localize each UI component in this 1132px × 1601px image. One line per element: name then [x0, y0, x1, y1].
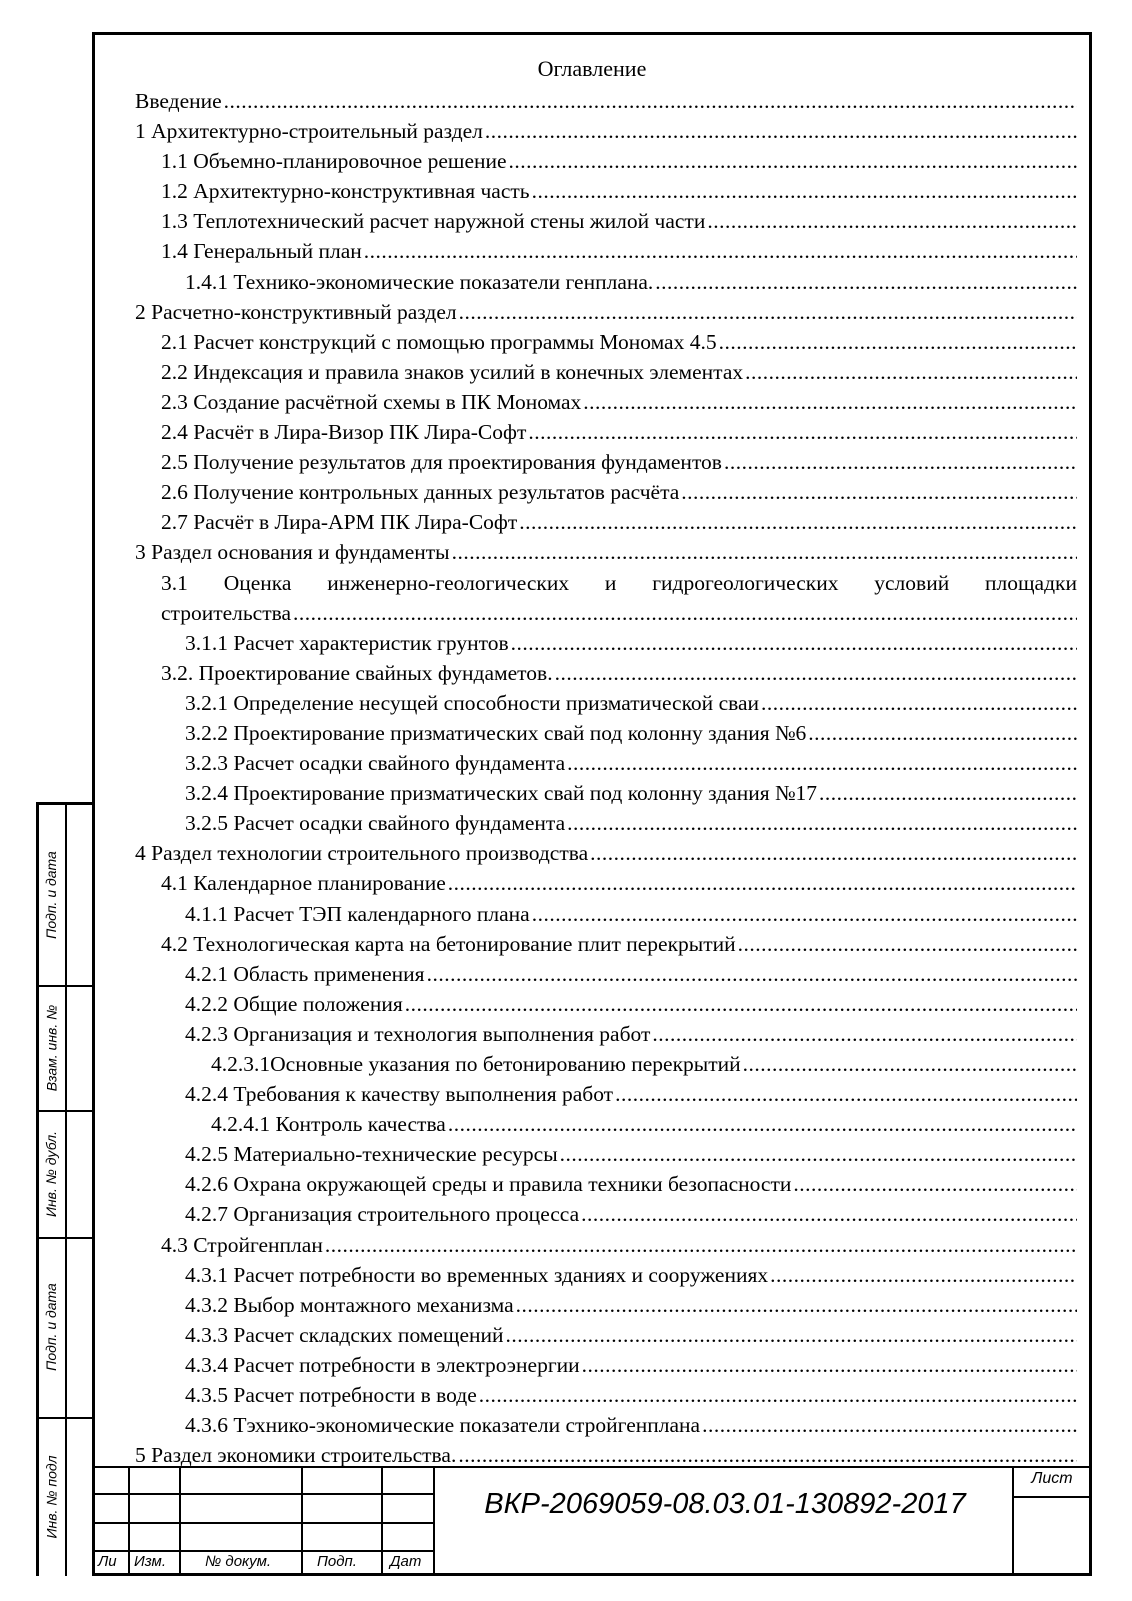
- toc-leader-dots: [808, 718, 1077, 748]
- toc-entry-text: 4.3 Стройгенплан: [161, 1232, 323, 1257]
- toc-entry: [135, 507, 1077, 537]
- toc-entry: [135, 146, 1077, 176]
- toc-entry-text: 3.2.2 Проектирование призматических свай под колонну здания №6: [185, 720, 807, 745]
- toc-entry: [135, 1109, 1077, 1139]
- toc-leader-dots: [506, 1320, 1077, 1350]
- toc-leader-dots: [655, 267, 1077, 297]
- toc-leader-dots: [459, 297, 1077, 327]
- toc-entry-text: 4.2.1 Область применения: [185, 961, 425, 986]
- toc-entry-text: 1.2 Архитектурно-конструктивная часть: [161, 179, 530, 204]
- toc-leader-dots: [770, 1260, 1077, 1290]
- toc-entry-text: 4.2.4.1 Контроль качества: [211, 1112, 446, 1137]
- toc-leader-dots: [528, 417, 1077, 447]
- toc-entry: [135, 808, 1077, 838]
- toc-leader-dots: [293, 598, 1077, 628]
- toc-entry-text: 1.4.1 Технико-экономические показатели генплана.: [185, 269, 654, 294]
- toc-entry-text: 3.1 Оценка инженерно-геологических и гидрогеологических условий площадки: [161, 570, 1077, 595]
- toc-entry: [135, 748, 1077, 778]
- toc-leader-dots: [581, 1199, 1077, 1229]
- toc-entry: [135, 1290, 1077, 1320]
- toc-leader-dots: [681, 477, 1077, 507]
- toc-entry: [135, 1079, 1077, 1109]
- toc-leader-dots: [516, 1290, 1077, 1320]
- toc-leader-dots: [582, 1350, 1077, 1380]
- toc-entry-text: 2.2 Индексация и правила знаков усилий в конечных элементах: [161, 359, 744, 384]
- toc-entry: [135, 1169, 1077, 1199]
- toc-entry: [135, 1350, 1077, 1380]
- toc-entry: [135, 568, 1077, 598]
- toc-entry: [135, 477, 1077, 507]
- toc-entry: [135, 327, 1077, 357]
- toc-leader-dots: [532, 899, 1077, 929]
- toc-entry-text: 1.4 Генеральный план: [161, 239, 362, 264]
- toc-leader-dots: [509, 146, 1077, 176]
- toc-entry: [135, 267, 1077, 297]
- toc-entry-text: 2.3 Создание расчётной схемы в ПК Мономах: [161, 389, 582, 414]
- stamp-col-label: Подп.: [317, 1553, 357, 1570]
- toc-leader-dots: [743, 1049, 1077, 1079]
- toc-entry-text: 2.5 Получение результатов для проектирования фундаментов: [161, 450, 722, 475]
- side-strip-divider: [65, 805, 67, 1576]
- toc-entry: [135, 1199, 1077, 1229]
- toc-entry: [135, 116, 1077, 146]
- toc-leader-dots: [485, 116, 1077, 146]
- toc-leader-dots: [448, 1109, 1077, 1139]
- toc-entry: [135, 176, 1077, 206]
- toc-entry-text: 4.3.6 Тэхнико-экономические показатели стройгенплана: [185, 1413, 701, 1438]
- toc-entry-text: 4.2.7 Организация строительного процесса: [185, 1202, 580, 1227]
- toc-entry-text: 2 Расчетно-конструктивный раздел: [135, 299, 457, 324]
- toc-leader-dots: [224, 86, 1077, 116]
- toc-entry: [135, 1260, 1077, 1290]
- stamp-line: [92, 1493, 435, 1495]
- stamp-col-label: Ли: [98, 1553, 117, 1570]
- toc-entry-text: 3.2.4 Проектирование призматических свай под колонну здания №17: [185, 781, 818, 806]
- toc-leader-dots: [615, 1079, 1077, 1109]
- toc-entry: [135, 899, 1077, 929]
- toc-entry-text: 2.7 Расчёт в Лира-АРМ ПК Лира-Софт: [161, 510, 518, 535]
- toc-leader-dots: [719, 327, 1077, 357]
- toc-leader-dots: [567, 748, 1077, 778]
- toc-entry-text: 4.2.3 Организация и технология выполнения работ: [185, 1021, 651, 1046]
- toc-entry-text: 4.1 Календарное планирование: [161, 871, 446, 896]
- toc-leader-dots: [652, 1019, 1077, 1049]
- toc-entry: [135, 1320, 1077, 1350]
- toc-leader-dots: [452, 537, 1077, 567]
- toc-entry: [135, 778, 1077, 808]
- stamp-line: [92, 1550, 435, 1552]
- toc-leader-dots: [724, 447, 1077, 477]
- toc-entry: [135, 417, 1077, 447]
- toc-entry: [135, 658, 1077, 688]
- toc-entry-text: 4.1.1 Расчет ТЭП календарного плана: [185, 901, 530, 926]
- toc-leader-dots: [761, 688, 1077, 718]
- toc-entry: [135, 86, 1077, 116]
- toc-entry-text: 1.3 Теплотехнический расчет наружной стены жилой части: [161, 209, 706, 234]
- toc-entry-text: 3 Раздел основания и фундаменты: [135, 540, 450, 565]
- toc-leader-dots: [519, 507, 1077, 537]
- toc-entry: [135, 236, 1077, 266]
- sheet-label: Лист: [1031, 1470, 1073, 1487]
- toc-entry: [135, 688, 1077, 718]
- side-label-sign-date: Подп. и дата: [43, 851, 59, 939]
- toc-leader-dots: [707, 206, 1077, 236]
- toc-entry-text: 4.2.5 Материально-технические ресурсы: [185, 1142, 558, 1167]
- toc-entry-text: 3.2.5 Расчет осадки свайного фундамента: [185, 811, 566, 836]
- toc-entry: [135, 868, 1077, 898]
- toc-leader-dots: [479, 1380, 1077, 1410]
- toc-entry-text: 4 Раздел технологии строительного производства: [135, 841, 589, 866]
- toc-entry: [135, 1019, 1077, 1049]
- toc-entry-text: Введение: [135, 89, 222, 113]
- toc-leader-dots: [560, 1139, 1077, 1169]
- toc-entry-text: 3.1.1 Расчет характеристик грунтов: [185, 630, 509, 655]
- toc-leader-dots: [511, 628, 1077, 658]
- side-label-dup-inv: Инв. № дубл.: [43, 1130, 60, 1217]
- toc-leader-dots: [793, 1169, 1077, 1199]
- stamp-line: [1012, 1466, 1014, 1576]
- toc-entry-text: 4.3.5 Расчет потребности в воде: [185, 1383, 477, 1408]
- toc-entry-text: 1.1 Объемно-планировочное решение: [161, 149, 507, 174]
- stamp-col-label: Изм.: [134, 1553, 166, 1570]
- toc-entry-text: 4.2 Технологическая карта на бетонирование плит перекрытий: [161, 931, 736, 956]
- toc-entry: [135, 447, 1077, 477]
- toc-entry-text: строительства: [161, 600, 292, 625]
- toc-leader-dots: [590, 838, 1077, 868]
- toc-entry: [135, 718, 1077, 748]
- toc-entry-text: 3.2. Проектирование свайных фундаметов.: [161, 660, 553, 685]
- side-label-sign-date-2: Подп. и дата: [43, 1283, 59, 1371]
- toc-entry-text: 1 Архитектурно-строительный раздел: [135, 119, 483, 144]
- toc-entry: [135, 929, 1077, 959]
- toc-leader-dots: [583, 387, 1077, 417]
- document-code: ВКР-2069059-08.03.01-130892-2017: [484, 1488, 966, 1520]
- toc-leader-dots: [702, 1410, 1077, 1440]
- stamp-line: [179, 1466, 181, 1576]
- stamp-line: [92, 1466, 1092, 1468]
- toc-entry-text: 4.3.2 Выбор монтажного механизма: [185, 1292, 514, 1317]
- toc-entry-text: 4.2.3.1Основные указания по бетонированию перекрытий: [211, 1052, 741, 1076]
- toc-entry: [135, 628, 1077, 658]
- stamp-line: [381, 1466, 383, 1576]
- toc-leader-dots: [448, 868, 1077, 898]
- toc-entry: [135, 387, 1077, 417]
- toc-leader-dots: [567, 808, 1077, 838]
- toc-entry-text: 4.2.6 Охрана окружающей среды и правила техники безопасности: [185, 1172, 792, 1197]
- toc-entry-text: 4.3.3 Расчет складских помещений: [185, 1322, 504, 1347]
- toc-leader-dots: [325, 1230, 1077, 1260]
- page-title: Оглавление: [537, 56, 647, 81]
- toc-entry-text: 2.1 Расчет конструкций с помощью программы Мономах 4.5: [161, 329, 717, 354]
- toc-entry: [135, 838, 1077, 868]
- toc-entry: [135, 1230, 1077, 1260]
- toc-entry: [135, 1380, 1077, 1410]
- toc-entry: [135, 1049, 1077, 1079]
- side-strip: [36, 802, 92, 1576]
- toc-entry: [135, 959, 1077, 989]
- toc-entry-text: 4.3.4 Расчет потребности в электроэнергии: [185, 1352, 580, 1377]
- toc-entry: [135, 598, 1077, 628]
- toc-entry-text: 4.2.4 Требования к качеству выполнения работ: [185, 1082, 614, 1107]
- toc-entry: [135, 1139, 1077, 1169]
- toc-entry: [135, 206, 1077, 236]
- toc-entry: [135, 1410, 1077, 1440]
- toc-entry: [135, 989, 1077, 1019]
- toc-entry-text: 3.2.3 Расчет осадки свайного фундамента: [185, 751, 566, 776]
- stamp-col-label: № докум.: [205, 1553, 272, 1570]
- toc-entry-text: 4.2.2 Общие положения: [185, 991, 403, 1016]
- toc-leader-dots: [427, 959, 1077, 989]
- toc-entry-text: 4.3.1 Расчет потребности во временных зданиях и сооружениях: [185, 1262, 769, 1287]
- toc-leader-dots: [532, 176, 1077, 206]
- stamp-line: [128, 1466, 130, 1576]
- toc-entry-text: 2.6 Получение контрольных данных результатов расчёта: [161, 480, 680, 505]
- toc-entry: [135, 297, 1077, 327]
- toc-entry-text: 3.2.1 Определение несущей способности призматической сваи: [185, 690, 760, 715]
- table-of-contents: [135, 86, 1077, 1470]
- toc-leader-dots: [819, 778, 1077, 808]
- side-label-orig-inv: Инв. № подл: [43, 1455, 60, 1539]
- stamp-line: [433, 1466, 435, 1576]
- side-label-replace-inv: Взам. инв. №: [43, 1004, 59, 1091]
- toc-leader-dots: [555, 658, 1077, 688]
- toc-entry-text: 2.4 Расчёт в Лира-Визор ПК Лира-Софт: [161, 420, 527, 445]
- toc-leader-dots: [405, 989, 1077, 1019]
- stamp-line: [301, 1466, 303, 1576]
- stamp-line: [92, 1522, 435, 1524]
- toc-leader-dots: [738, 929, 1077, 959]
- stamp-col-label: Дат: [390, 1553, 422, 1570]
- toc-entry: [135, 357, 1077, 387]
- toc-leader-dots: [364, 236, 1077, 266]
- toc-entry: [135, 537, 1077, 567]
- toc-leader-dots: [745, 357, 1077, 387]
- toc-entry-text: 5 Раздел экономики строительства.: [135, 1443, 457, 1468]
- stamp-line: [1014, 1496, 1092, 1498]
